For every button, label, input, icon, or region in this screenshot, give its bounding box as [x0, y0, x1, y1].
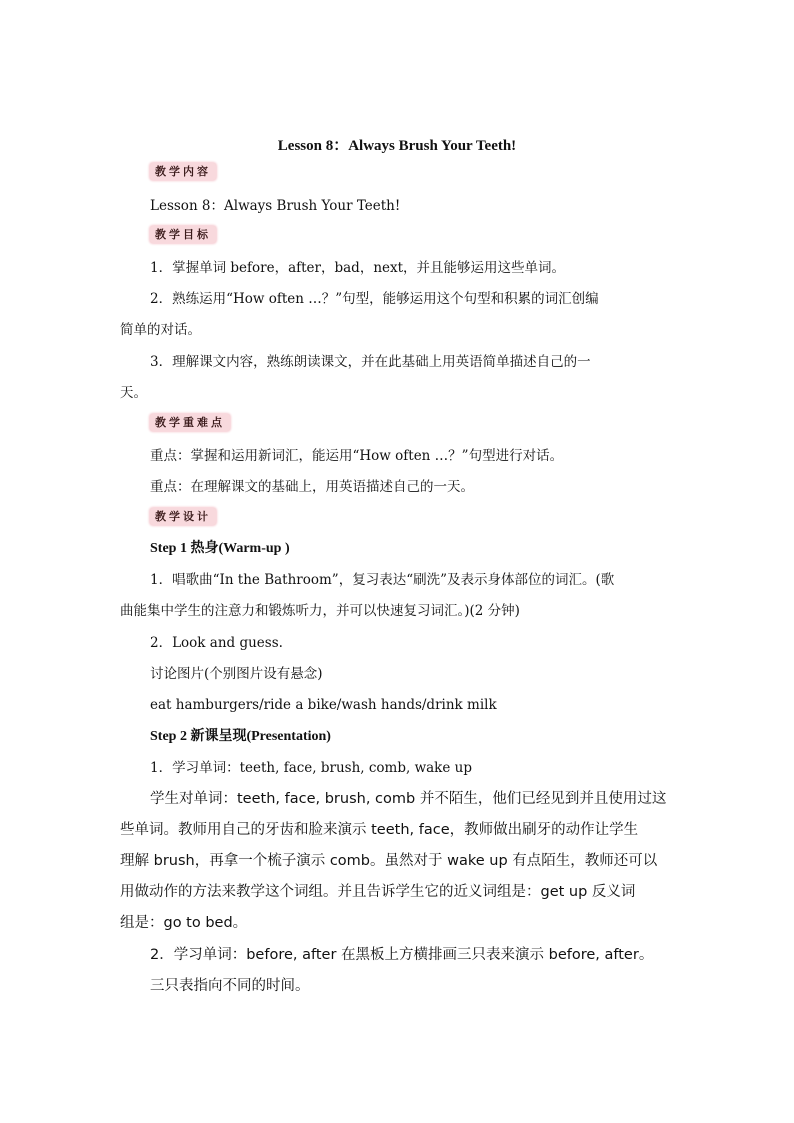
step2-line: 组是：go to bed。: [120, 915, 248, 931]
step2-line: 理解 brush，再拿一个梳子演示 comb。虽然对于 wake up 有点陌生，教师还可以: [120, 853, 658, 869]
keypoint-line: 重点：掌握和运用新词汇，能运用“How often …？”句型进行对话。: [150, 448, 564, 464]
section-tag-content: 教学内容: [150, 163, 216, 180]
lesson-title: Lesson 8：Always Brush Your Teeth!: [277, 138, 517, 154]
step1-line: 1．唱歌曲“In the Bathroom”，复习表达“刷洗”及表示身体部位的词汇。(歌: [150, 572, 615, 588]
step1-line: 2．Look and guess.: [150, 635, 283, 651]
goal-line: 3．理解课文内容，熟练朗读课文，并在此基础上用英语简单描述自己的一: [150, 354, 591, 370]
goal-line: 天。: [120, 385, 147, 401]
step2-line: 2．学习单词：before, after 在黑板上方横排画三只表来演示 before, after。: [150, 947, 654, 963]
goal-line: 2．熟练运用“How often …？”句型，能够运用这个句型和积累的词汇创编: [150, 291, 599, 307]
content-line: Lesson 8：Always Brush Your Teeth!: [150, 198, 401, 214]
step1-line: eat hamburgers/ride a bike/wash hands/drink milk: [150, 697, 497, 713]
step2-line: 用做动作的方法来教学这个词组。并且告诉学生它的近义词组是：get up 反义词: [120, 884, 636, 900]
step2-heading: Step 2 新课呈现(Presentation): [150, 729, 331, 744]
step2-line: 三只表指向不同的时间。: [150, 978, 310, 994]
goal-line: 1．掌握单词 before，after，bad，next，并且能够运用这些单词。: [150, 260, 566, 276]
step1-heading: Step 1 热身(Warm-up ): [150, 541, 290, 556]
keypoint-line: 重点：在理解课文的基础上，用英语描述自己的一天。: [150, 479, 474, 495]
goal-line: 简单的对话。: [120, 322, 201, 338]
step2-line: 学生对单词：teeth, face, brush, comb 并不陌生，他们已经见到并且使用过这: [150, 791, 667, 807]
section-tag-keypoints: 教学重难点: [150, 414, 230, 431]
step2-line: 1．学习单词：teeth, face, brush, comb, wake up: [150, 760, 472, 776]
step2-line: 些单词。教师用自己的牙齿和脸来演示 teeth, face，教师做出刷牙的动作让学生: [120, 822, 639, 838]
step1-line: 讨论图片(个别图片设有悬念): [150, 666, 323, 682]
section-tag-goals: 教学目标: [150, 226, 216, 243]
step1-line: 曲能集中学生的注意力和锻炼听力，并可以快速复习词汇。)(2 分钟): [120, 603, 520, 619]
section-tag-design: 教学设计: [150, 508, 216, 525]
